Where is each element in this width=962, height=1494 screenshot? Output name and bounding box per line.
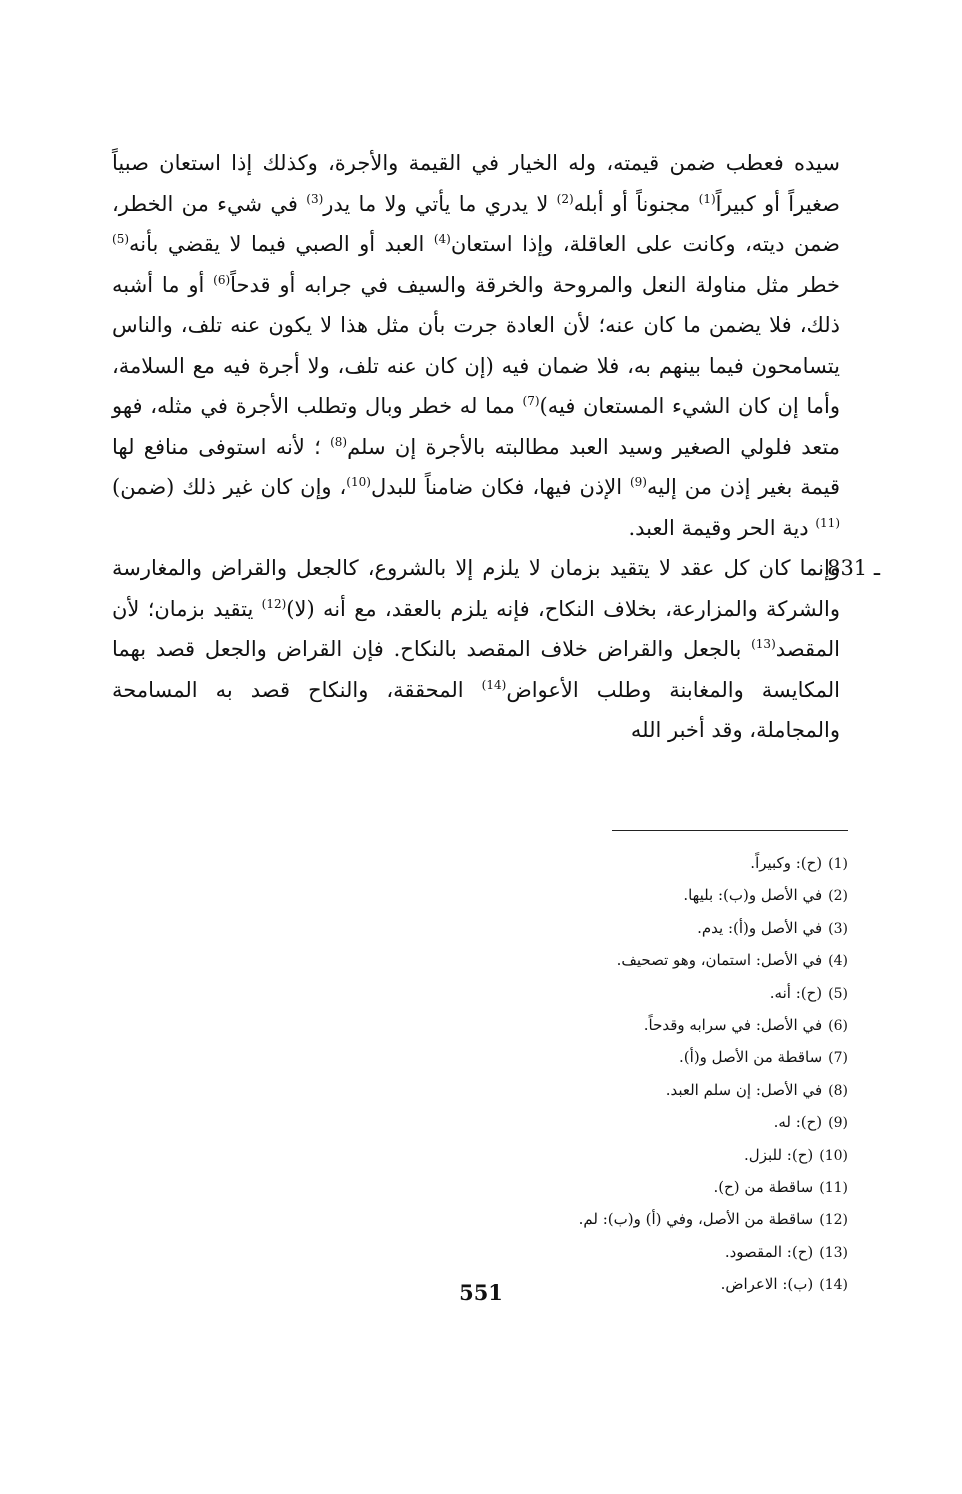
footnote-marker: (6) xyxy=(213,272,231,287)
footnote-text: (ح): أنه. xyxy=(769,983,823,1002)
text-segment: الإذن فيها، فكان ضامناً للبدل xyxy=(370,475,630,499)
footnote-text: (ح): له. xyxy=(773,1113,823,1132)
footnote-item xyxy=(300,880,848,912)
footnote-marker: (5) xyxy=(112,232,130,246)
footnote-marker: (3) xyxy=(306,191,324,206)
footnote-divider xyxy=(612,830,848,831)
footnote-item xyxy=(300,978,848,1010)
footnote-text: في الأصل و(أ): يدم. xyxy=(697,918,823,937)
footnote-marker: (1) xyxy=(698,191,716,206)
footnotes-list xyxy=(300,848,848,1302)
footnote-item xyxy=(300,1204,848,1236)
text-segment: العبد أو الصبي فيما لا يقضي بأنه xyxy=(129,232,434,256)
footnote-number: (12) xyxy=(819,1212,848,1229)
footnote-text: ساقطة من الأصل، وفي (أ) و(ب): لم. xyxy=(578,1210,814,1229)
paragraph-1 xyxy=(112,143,840,548)
footnote-text: (ح): للبزل. xyxy=(744,1145,814,1164)
footnote-text: (ح): المقصود. xyxy=(724,1242,814,1261)
footnote-item xyxy=(300,913,848,945)
text-segment: لا يدري ما يأتي ولا ما يدر xyxy=(323,191,557,216)
footnote-text: في الأصل: في سرابه وقدحاً. xyxy=(643,1016,823,1035)
text-segment: وإنما كان كل عقد لا يتقيد بزمان لا يلزم إلا بالشروع، كالجعل والقراض والمغارسة والشركة والمزارعة، بخلاف النكاح، فإنه يلزم بالعقد، مع أنه (لا) xyxy=(112,556,841,621)
footnote-item xyxy=(300,1075,848,1107)
text-segment: المحققة، والنكاح قصد به المسامحة والمجاملة، وقد أخبر الله xyxy=(112,677,840,742)
text-segment: ؛ لأنه استوفى منافع لها قيمة بغير إذن من إليه xyxy=(112,434,840,499)
footnote-marker: (10) xyxy=(346,475,371,489)
footnote-marker: (12) xyxy=(261,596,287,611)
footnote-text: ساقطة من الأصل و(أ). xyxy=(679,1048,823,1067)
footnote-text: (ب): الاعراض. xyxy=(720,1275,814,1294)
footnote-number: (9) xyxy=(828,1115,848,1132)
footnote-text: في الأصل و(ب): بليها. xyxy=(683,886,823,905)
text-segment: في شيء من الخطر، ضمن ديته، وكانت على العاقلة، وإذا استعان xyxy=(112,191,840,256)
footnote-marker: (9) xyxy=(629,475,647,489)
footnote-item xyxy=(300,1140,848,1172)
footnote-number: (11) xyxy=(819,1180,848,1197)
footnote-number: (10) xyxy=(819,1147,848,1164)
footnote-marker: (14) xyxy=(481,677,507,692)
footnote-item xyxy=(300,1107,848,1139)
footnote-number: (6) xyxy=(828,1018,848,1035)
text-segment: مما له خطر وبال وتطلب الأجرة في مثله، فهو متعد فلولي الصغير وسيد العبد مطالبته بالأجرة إن سلم xyxy=(112,394,840,459)
text-segment: سيده فعطب ضمن قيمته، وله الخيار في القيمة والأجرة، وكذلك إذا استعان صبياً صغيراً أو كبيراً xyxy=(112,151,841,216)
text-segment: خطر مثل مناولة النعل والمروحة والخرقة والسيف في جرابه أو قدحاً xyxy=(230,272,840,297)
footnote-marker: (2) xyxy=(556,191,574,206)
footnote-item xyxy=(300,1172,848,1204)
footnote-number: (5) xyxy=(828,985,848,1002)
footnote-text: ساقطة من (ح). xyxy=(713,1178,814,1197)
footnote-marker: (13) xyxy=(751,637,776,651)
footnote-number: (13) xyxy=(819,1244,848,1261)
text-segment: بالجعل والقراض خلاف المقصد بالنكاح. فإن القراض والجعل قصد بهما المكايسة والمغابنة وطلب الأعواض xyxy=(112,637,841,702)
footnote-marker: (7) xyxy=(522,394,540,408)
footnote-number: (2) xyxy=(828,888,848,905)
footnote-marker: (4) xyxy=(433,232,451,246)
footnote-text: في الأصل: استمان، وهو تصحيف. xyxy=(616,951,823,970)
footnote-marker: (8) xyxy=(330,434,348,449)
paragraph-number: 831 ـ xyxy=(827,556,880,580)
text-segment: ، وإن كان غير ذلك (ضمن) xyxy=(112,475,347,499)
footnote-number: (8) xyxy=(828,1082,848,1099)
footnote-item xyxy=(300,945,848,977)
text-segment: يتقيد بزمان؛ لأن المقصد xyxy=(112,596,840,661)
footnote-number: (7) xyxy=(828,1050,848,1067)
footnote-item xyxy=(300,1237,848,1269)
footnote-number: (3) xyxy=(828,920,848,937)
text-segment: أو ما أشبه ذلك، فلا يضمن ما كان عنه؛ لأن العادة جرت بأن مثل هذا لا يكون عنه تلف، والناس يتسامحون فيما بينهم به، فلا ضمان فيه (إن كان عنه تلف، ولا أجرة فيه مع السلامة، وأما إن كان الشيء المستعان فيه) xyxy=(112,272,841,418)
text-segment: مجنوناً أو أبله xyxy=(573,191,699,216)
footnote-text: في الأصل: إن سلم العبد. xyxy=(665,1080,823,1099)
page-number: 551 xyxy=(459,1280,503,1305)
footnote-number: (1) xyxy=(828,856,848,872)
footnote-number: (4) xyxy=(828,953,848,970)
footnote-marker: (11) xyxy=(815,515,840,530)
footnote-item xyxy=(300,848,848,880)
paragraph-831 xyxy=(112,548,880,751)
main-text-block xyxy=(112,143,880,751)
footnote-item xyxy=(300,1042,848,1074)
footnote-item xyxy=(300,1010,848,1042)
text-segment: دية الحر وقيمة العبد. xyxy=(628,515,816,540)
footnote-number: (14) xyxy=(819,1277,848,1294)
footnote-text: (ح): وكبيراً. xyxy=(750,854,823,872)
